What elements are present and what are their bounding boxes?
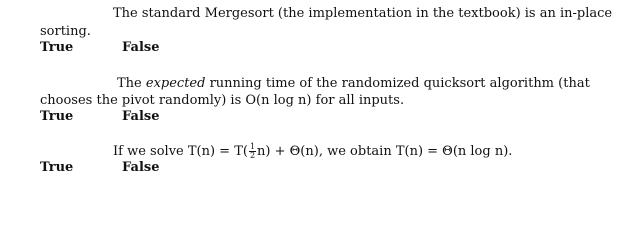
q2-false-option[interactable]: False — [122, 109, 160, 124]
q3-statement-line1 — [113, 143, 512, 160]
q3-fraction — [249, 143, 256, 160]
q2-statement-line2: chooses the pivot randomly) is O(n log n) for all inputs. — [40, 93, 405, 108]
q1-false-option[interactable]: False — [122, 40, 160, 55]
q2-text-post: running time of the randomized quicksort algorithm (that — [205, 76, 590, 91]
q3-text-pre: If we solve T(n) = T( — [113, 144, 248, 159]
q1-true-option[interactable]: True — [40, 40, 74, 55]
q3-fraction-denominator: 2 — [249, 151, 256, 160]
q2-statement-line1 — [117, 76, 590, 92]
q1-statement-line1: The standard Mergesort (the implementation in the textbook) is an in-place — [113, 6, 613, 21]
q2-text-emph: expected — [145, 76, 206, 91]
q3-true-option[interactable]: True — [40, 160, 74, 175]
q3-text-post: n) + Θ(n), we obtain T(n) = Θ(n log n). — [257, 144, 513, 159]
q2-text-pre: The — [117, 76, 146, 91]
q3-fraction-numerator: 1 — [249, 142, 256, 151]
q3-false-option[interactable]: False — [122, 160, 160, 175]
q2-true-option[interactable]: True — [40, 109, 74, 124]
q1-statement-line2: sorting. — [40, 24, 91, 39]
